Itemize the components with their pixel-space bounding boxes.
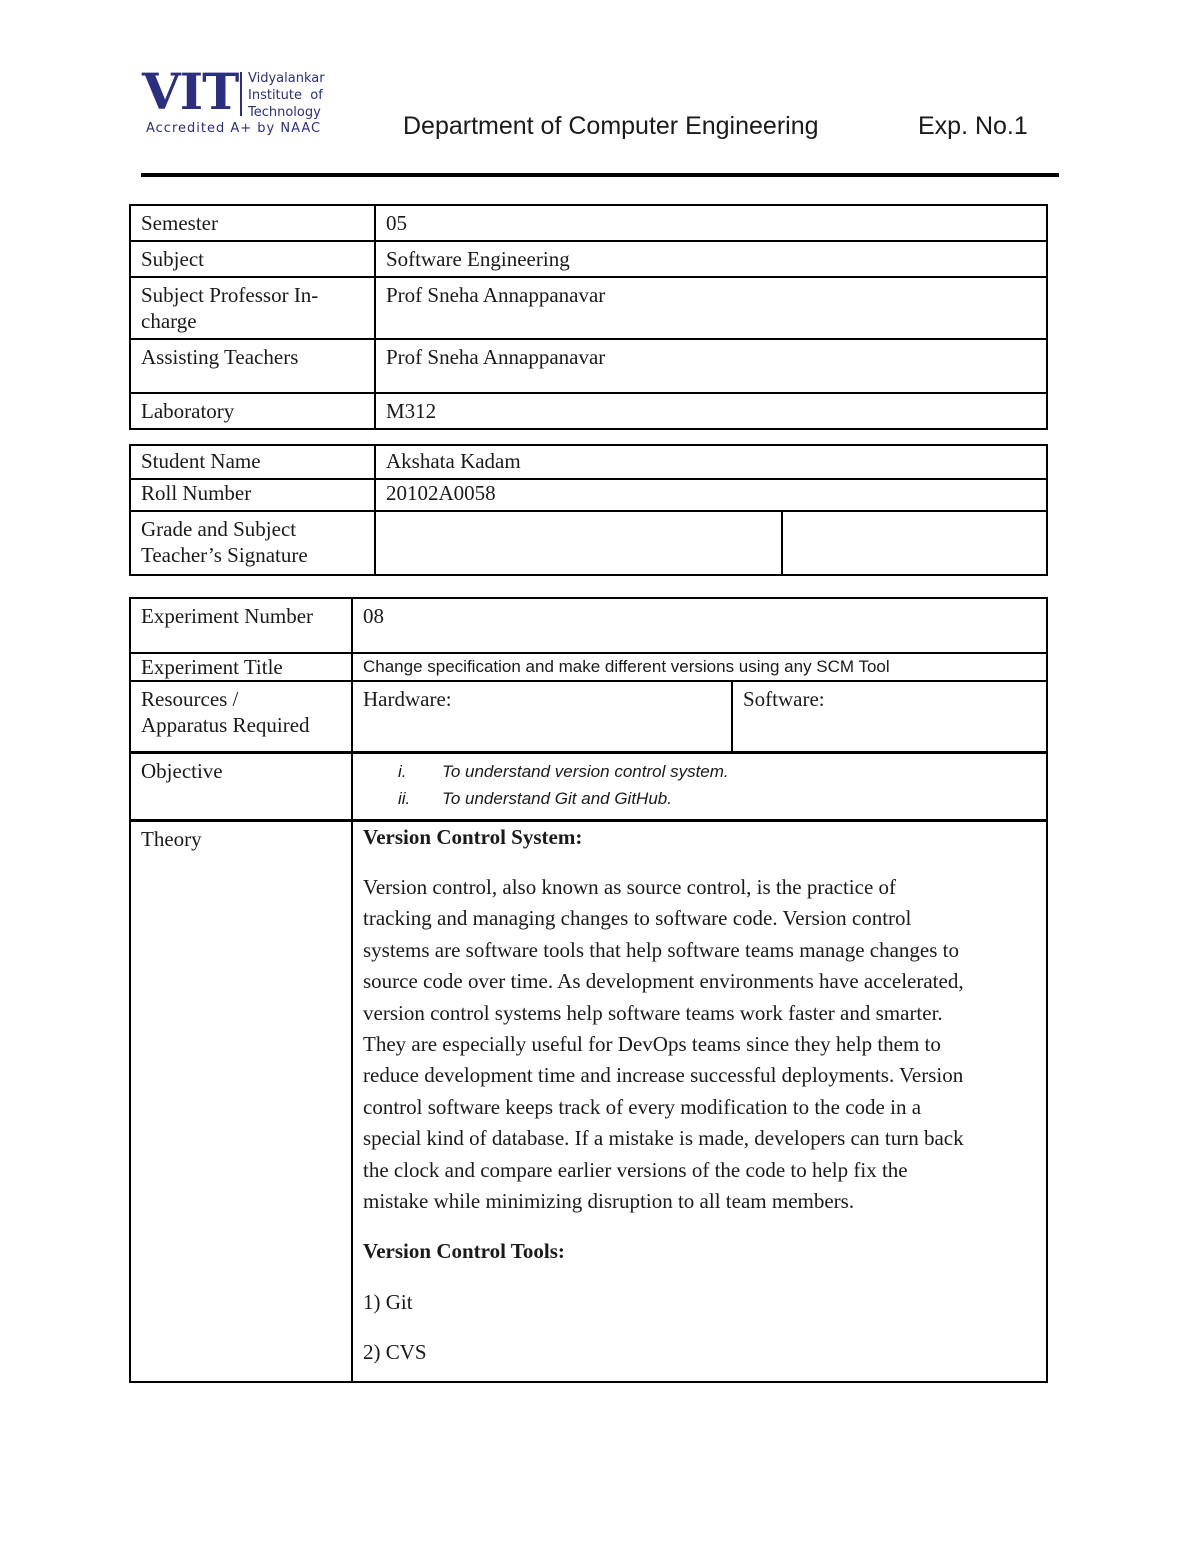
resources-label-line: Resources /: [141, 687, 239, 711]
theory-line: systems are software tools that help software teams manage changes to: [363, 937, 959, 962]
subject-value: Software Engineering: [375, 241, 1047, 277]
table-row: [130, 241, 1047, 277]
resources-label-line: Apparatus Required: [141, 713, 310, 737]
logo-institute-name: [248, 70, 325, 121]
table-row: [130, 339, 1047, 393]
subject-label: Subject: [130, 241, 375, 277]
grade-cell: [375, 511, 782, 575]
student-name-value: Akshata Kadam: [375, 445, 1047, 479]
assisting-teachers-value: Prof Sneha Annappanavar: [375, 339, 1047, 393]
grade-label-line: Teacher’s Signature: [141, 543, 308, 567]
student-name-label: Student Name: [130, 445, 375, 479]
grade-label-line: Grade and Subject: [141, 517, 297, 541]
experiment-number-value: 08: [352, 598, 1047, 653]
hardware-cell: Hardware:: [352, 681, 732, 752]
theory-line: reduce development time and increase successful deployments. Version: [363, 1063, 964, 1088]
tool-item: 1) Git: [363, 1289, 413, 1314]
logo-name-line: Technology: [248, 105, 321, 120]
objective-number: i.: [398, 761, 407, 781]
theory-label: Theory: [130, 820, 352, 1382]
objective-label: Objective: [130, 752, 352, 820]
experiment-title-value: Change specification and make different versions using any SCM Tool: [352, 653, 1047, 681]
theory-line: control software keeps track of every modification to the code in a: [363, 1094, 922, 1119]
roll-number-value: 20102A0058: [375, 479, 1047, 511]
header-rule: [141, 173, 1059, 177]
objective-text: To understand Git and GitHub.: [442, 788, 672, 808]
experiment-no: Exp. No.1: [918, 112, 1028, 140]
spacer: [363, 1318, 1036, 1337]
signature-cell: [782, 511, 1047, 575]
table-row: [130, 752, 1047, 820]
list-item: [363, 785, 1036, 812]
theory-line: source code over time. As development environments have accelerated,: [363, 969, 964, 994]
vit-logo: [142, 62, 342, 138]
semester-label: Semester: [130, 205, 375, 241]
professor-value: Prof Sneha Annappanavar: [375, 277, 1047, 339]
table-row: [130, 479, 1047, 511]
theory-line: version control systems help software teams work faster and smarter.: [363, 1000, 943, 1025]
laboratory-value: M312: [375, 393, 1047, 429]
theory-heading: Version Control System:: [363, 824, 583, 849]
theory-line: special kind of database. If a mistake is made, developers can turn back: [363, 1126, 964, 1151]
tools-heading: Version Control Tools:: [363, 1239, 565, 1264]
course-info-table: [129, 204, 1048, 430]
spacer: [363, 853, 1036, 872]
logo-divider: [240, 72, 242, 116]
theory-line: They are especially useful for DevOps teams since they help them to: [363, 1031, 941, 1056]
resources-label: [130, 681, 352, 752]
objective-text: To understand version control system.: [442, 761, 729, 781]
professor-label: Subject Professor In-charge: [130, 277, 375, 339]
table-row: [130, 393, 1047, 429]
objective-number: ii.: [398, 788, 411, 808]
department-title: Department of Computer Engineering: [403, 112, 819, 140]
theory-line: Version control, also known as source control, is the practice of: [363, 874, 897, 899]
experiment-number-label: Experiment Number: [130, 598, 352, 653]
table-row: [130, 511, 1047, 575]
logo-accreditation: Accredited A+ by NAAC: [146, 121, 322, 136]
logo-name-line: Vidyalankar: [248, 71, 325, 86]
logo-mark: VIT: [142, 62, 239, 121]
table-row: [130, 277, 1047, 339]
table-row: [130, 820, 1047, 1382]
student-info-table: [129, 444, 1048, 576]
logo-name-line: Institute of: [248, 88, 323, 103]
grade-signature-label: [130, 511, 375, 575]
laboratory-label: Laboratory: [130, 393, 375, 429]
experiment-table: [129, 597, 1048, 1383]
table-row: [130, 653, 1047, 681]
objective-list: [352, 752, 1047, 820]
theory-line: the clock and compare earlier versions of the code to help fix the: [363, 1157, 908, 1182]
theory-content: [352, 820, 1047, 1382]
assisting-teachers-label: Assisting Teachers: [130, 339, 375, 393]
semester-value: 05: [375, 205, 1047, 241]
spacer: [363, 1217, 1036, 1236]
table-row: [130, 681, 1047, 752]
table-row: [130, 598, 1047, 653]
spacer: [363, 1268, 1036, 1287]
theory-line: tracking and managing changes to software code. Version control: [363, 906, 912, 931]
tool-item: 2) CVS: [363, 1340, 427, 1365]
list-item: [363, 758, 1036, 785]
table-row: [130, 445, 1047, 479]
table-row: [130, 205, 1047, 241]
experiment-title-label: Experiment Title: [130, 653, 352, 681]
software-cell: Software:: [732, 681, 1047, 752]
theory-line: mistake while minimizing disruption to all team members.: [363, 1188, 855, 1213]
roll-number-label: Roll Number: [130, 479, 375, 511]
